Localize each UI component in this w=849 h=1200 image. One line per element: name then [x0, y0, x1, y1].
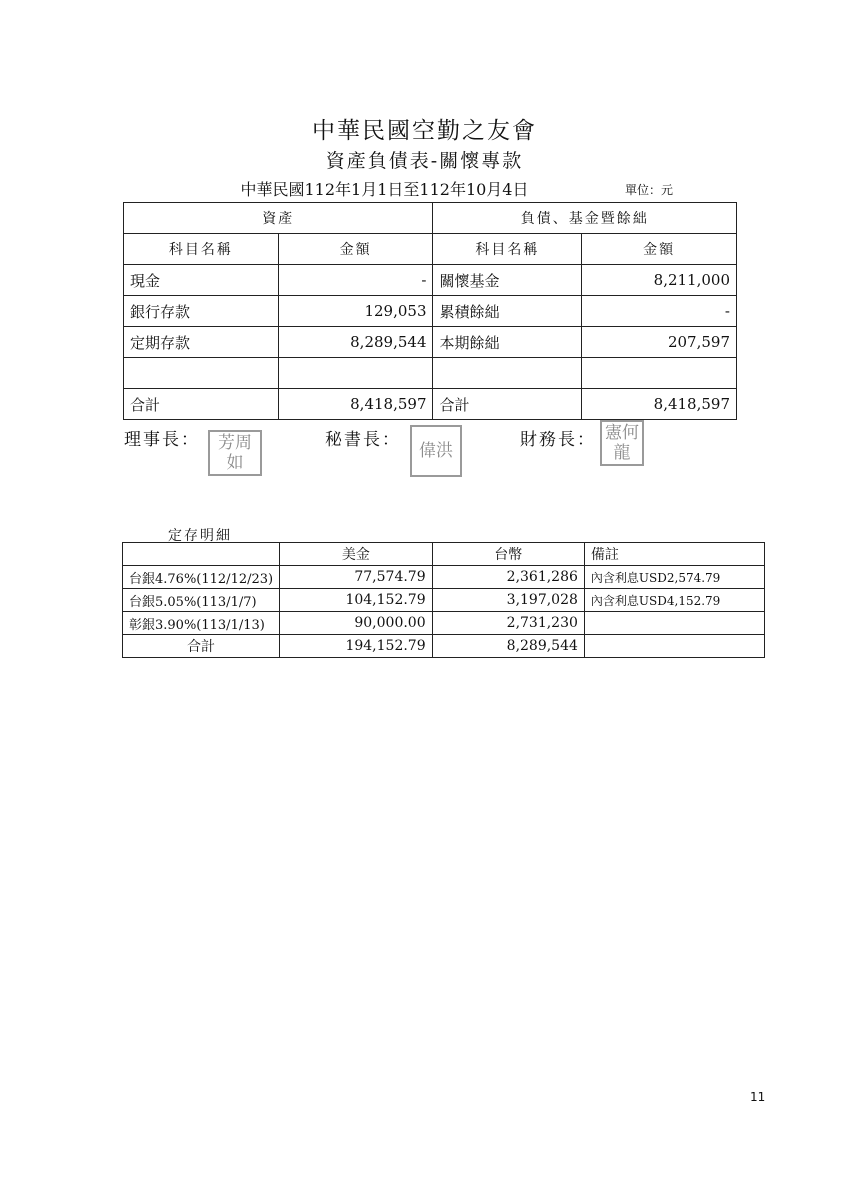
seal-text: 如 — [226, 453, 244, 473]
section-header-row — [124, 203, 737, 234]
asset-amount: - — [278, 265, 433, 296]
column-header-row — [124, 234, 737, 265]
asset-amount: 129,053 — [278, 296, 433, 327]
liability-amount — [582, 358, 737, 389]
deposit-total-note — [584, 635, 764, 658]
deposit-twd: 2,361,286 — [432, 566, 584, 589]
deposit-header-blank — [123, 543, 280, 566]
liability-amount: 8,211,000 — [582, 265, 737, 296]
table-row — [124, 358, 737, 389]
balance-sheet-table — [123, 202, 737, 420]
asset-total-amount: 8,418,597 — [278, 389, 433, 420]
assets-header: 資產 — [124, 203, 433, 234]
deposit-total-usd: 194,152.79 — [280, 635, 433, 658]
deposit-name: 台銀5.05%(113/1/7) — [123, 589, 280, 612]
deposit-header-usd: 美金 — [280, 543, 433, 566]
total-row — [124, 389, 737, 420]
seal-text: 憲何 — [605, 423, 639, 443]
deposit-total-label: 合計 — [123, 635, 280, 658]
report-period: 中華民國112年1月1日至112年10月4日 — [240, 180, 529, 199]
asset-total-label: 合計 — [124, 389, 279, 420]
secretary-label: 秘書長： — [325, 430, 401, 450]
organization-title: 中華民國空勤之友會 — [312, 118, 537, 144]
deposit-note — [584, 612, 764, 635]
seal-text: 芳周 — [218, 433, 252, 453]
seal-text: 偉洪 — [419, 441, 453, 461]
asset-name: 銀行存款 — [124, 296, 279, 327]
table-row — [124, 327, 737, 358]
deposit-twd: 3,197,028 — [432, 589, 584, 612]
secretary-seal — [410, 425, 462, 477]
deposit-note: 內含利息USD2,574.79 — [584, 566, 764, 589]
deposit-usd: 104,152.79 — [280, 589, 433, 612]
asset-name: 現金 — [124, 265, 279, 296]
col-item-liabilities: 科目名稱 — [433, 234, 582, 265]
liability-amount: - — [582, 296, 737, 327]
treasurer-label: 財務長： — [520, 430, 596, 450]
chairman-label: 理事長： — [124, 430, 200, 450]
page-number: 11 — [750, 1090, 766, 1104]
liability-amount: 207,597 — [582, 327, 737, 358]
treasurer-seal — [600, 420, 644, 466]
liability-total-amount: 8,418,597 — [582, 389, 737, 420]
deposit-usd: 90,000.00 — [280, 612, 433, 635]
deposit-name: 台銀4.76%(112/12/23) — [123, 566, 280, 589]
unit-label: 單位：元 — [625, 183, 674, 197]
deposit-detail-table — [122, 542, 765, 658]
report-title: 資產負債表-關懷專款 — [325, 150, 524, 172]
table-row — [123, 612, 765, 635]
deposit-name: 彰銀3.90%(113/1/13) — [123, 612, 280, 635]
table-row — [124, 296, 737, 327]
asset-amount: 8,289,544 — [278, 327, 433, 358]
table-row — [123, 589, 765, 612]
asset-name — [124, 358, 279, 389]
deposit-header-note: 備註 — [584, 543, 764, 566]
liability-name: 累積餘絀 — [433, 296, 582, 327]
deposit-total-row — [123, 635, 765, 658]
deposit-total-twd: 8,289,544 — [432, 635, 584, 658]
table-row — [123, 566, 765, 589]
table-row — [124, 265, 737, 296]
deposit-usd: 77,574.79 — [280, 566, 433, 589]
deposit-caption: 定存明細 — [168, 528, 232, 544]
liability-name — [433, 358, 582, 389]
deposit-note: 內含利息USD4,152.79 — [584, 589, 764, 612]
col-amount-liabilities: 金額 — [582, 234, 737, 265]
chairman-seal — [208, 430, 262, 476]
liability-name: 本期餘絀 — [433, 327, 582, 358]
deposit-header-row — [123, 543, 765, 566]
liability-total-label: 合計 — [433, 389, 582, 420]
col-item-assets: 科目名稱 — [124, 234, 279, 265]
col-amount-assets: 金額 — [278, 234, 433, 265]
asset-amount — [278, 358, 433, 389]
asset-name: 定期存款 — [124, 327, 279, 358]
liabilities-header: 負債、基金暨餘絀 — [433, 203, 737, 234]
liability-name: 關懷基金 — [433, 265, 582, 296]
deposit-header-twd: 台幣 — [432, 543, 584, 566]
seal-text: 龍 — [613, 443, 631, 463]
deposit-twd: 2,731,230 — [432, 612, 584, 635]
